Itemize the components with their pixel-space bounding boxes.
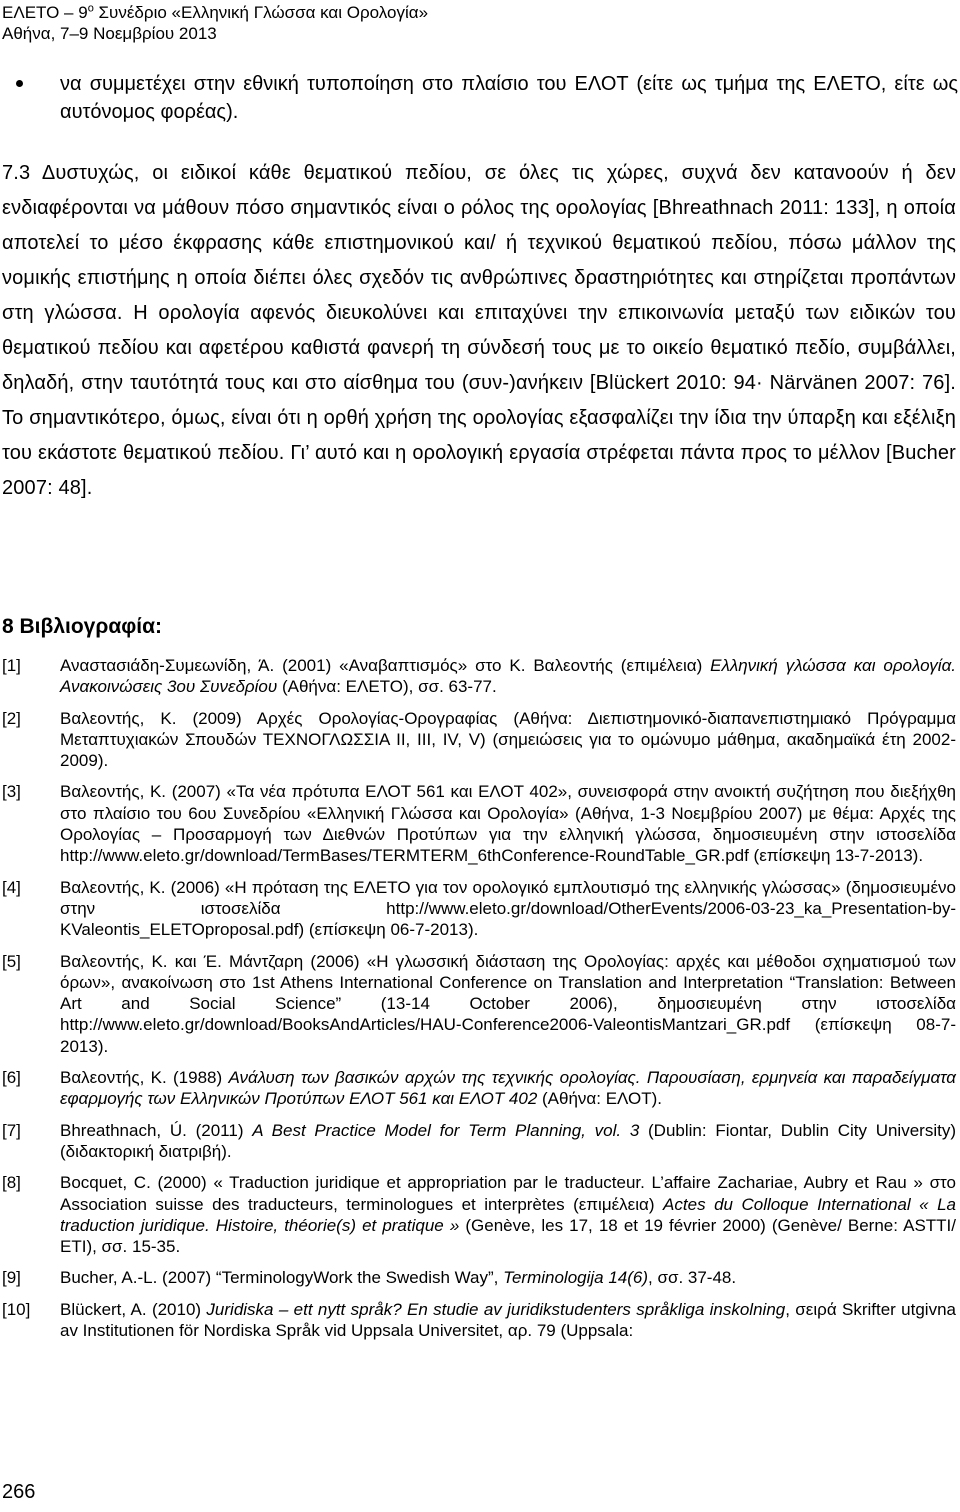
reference-number: [7] — [2, 1120, 21, 1140]
header-dates: Αθήνα, 7–9 Νοεμβρίου 2013 — [2, 24, 217, 43]
reference-text: Αναστασιάδη-Συμεωνίδη, Ά. (2001) «Αναβαπτισμός» στο Κ. Βαλεοντής (επιμέλεια) Ελληνική γλώσσα και ορολογία. Ανακοινώσεις 3ου Συνεδρίου (Αθήνα: ΕΛΕΤΟ), σσ. 63-77. — [60, 656, 956, 697]
body-paragraph: 7.3 Δυστυχώς, οι ειδικοί κάθε θεματικού πεδίου, σε όλες τις χώρες, συχνά δεν κατανοούν ή δεν ενδιαφέρονται να μάθουν πόσο σημαντικός είναι ο ρόλος της ορολογίας [Bhreathnach 2011: 133], η οποία αποτελεί το μέσο έκφρασης κάθε επιστημονικού και/ ή τεχνικού θεματικού πεδίου, πόσω μάλλον της νομικής επιστήμης η οποία διέπει όλες σχεδόν τις ανθρώπινες δραστηριότητες και στηρίζεται προπάντων στη γλώσσα. Η ορολογία αφενός διευκολύνει και επιταχύνει την επικοινωνία μεταξύ των ειδικών του θεματικού πεδίου και αφετέρου καθιστά φανερή τη σύνδεσή τους με το οικείο θεματικό πεδίο, συμβάλλει, δηλαδή, στην ταυτότητά τους και στο αίσθημα του (συν-)ανήκειν [Blückert 2010: 94· Närvänen 2007: 76]. Το σημαντικότερο, όμως, είναι ότι η ορθή χρήση της ορολογίας εξασφαλίζει την ίδια την ύπαρξη και εξέλιξη του εκάστοτε θεματικού πεδίου. Γι’ αυτό και η ορολογική εργασία στρέφεται πάντα προς το μέλλον [Bucher 2007: 48]. — [2, 162, 956, 499]
reference-number: [1] — [2, 656, 21, 675]
header-title — [2, 2, 428, 23]
running-header — [2, 2, 428, 44]
reference-text: Βαλεοντής, Κ. (2007) «Τα νέα πρότυπα ΕΛΟΤ 561 και ΕΛΟΤ 402», συνεισφορά στην ανοικτή συζήτηση που διεξήχθη στο πλαίσιο του 6ου Συνεδρίου «Ελληνική Γλώσσα και Ορολογία» (Αθήνα, 1-3 Νοεμβρίου 2007) με θέμα: Αρχές της Ορολογίας – Προσαρμογή των Διεθνών Προτύπων για την ελληνική γλώσσα, δημοσιευμένη στην ιστοσελίδα http://www.eleto.gr/download/TermBases/TERMTERM_6thConference-RoundTable_GR.pdf (επίσκεψη 13-7-2013). — [60, 782, 956, 866]
reference-text: Bhreathnach, Ú. (2011) A Best Practice Model for Term Planning, vol. 3 (Dublin: Fiontar, Dublin City University) (διδακτορική διατριβή). — [60, 1120, 956, 1161]
reference-number: [9] — [2, 1268, 21, 1288]
reference-number: [10] — [2, 1299, 31, 1319]
reference-item — [2, 1267, 956, 1288]
reference-text: Βαλεοντής, Κ. (1988) Ανάλυση των βασικών αρχών της τεχνικής ορολογίας. Παρουσίαση, ερμηνεία και παραδείγματα εφαρμογής των Ελληνικών Προτύπων ΕΛΟΤ 561 και ΕΛΟΤ 402 (Αθήνα: ΕΛΟΤ). — [60, 1068, 956, 1109]
bullet-text: να συμμετέχει στην εθνική τυποποίηση στο πλαίσιο του ΕΛΟΤ (είτε ως τμήμα της ΕΛΕΤΟ, είτε ως αυτόνομος φορέας). — [60, 73, 958, 123]
reference-item — [2, 951, 956, 1057]
header-title-pre: ΕΛΕΤΟ – 9 — [2, 3, 88, 22]
references-list — [2, 655, 956, 1351]
reference-text: Βαλεοντής, Κ. (2006) «Η πρόταση της ΕΛΕΤΟ για τον ορολογικό εμπλουτισμό της ελληνικής γλώσσας» (δημοσιευμένο στην ιστοσελίδα http://www.eleto.gr/download/OtherEvents/2006-03-23_ka_Presentation-by-KValeontis_ELETOproposal.pdf) (επίσκεψη 06-7-2013). — [60, 877, 956, 940]
reference-number: [3] — [2, 782, 21, 802]
reference-item — [2, 1299, 956, 1342]
reference-item — [2, 1120, 956, 1163]
reference-text: Blückert, A. (2010) Juridiska – ett nytt språk? En studie av juridikstudenters språkliga inskolning, σειρά Skrifter utgivna av Institutionen för Nordiska Språk vid Uppsala Universitet, αρ. 79 (Uppsala: — [60, 1299, 956, 1341]
page-number: 266 — [2, 1481, 36, 1503]
reference-item — [2, 1172, 956, 1257]
reference-number: [8] — [2, 1173, 21, 1193]
reference-item — [2, 708, 956, 772]
reference-number: [4] — [2, 877, 21, 897]
reference-item — [2, 781, 956, 866]
reference-text: Βαλεοντής, Κ. (2009) Αρχές Ορολογίας-Ορογραφίας (Αθήνα: Διεπιστημονικό-διαπανεπιστημιακό Πρόγραμμα Μεταπτυχιακών Σπουδών ΤΕΧΝΟΓΛΩΣΣΙΑ ΙΙ, ΙΙΙ, ΙV, V) (σημειώσεις για το ομώνυμο μάθημα, ακαδημαϊκά έτη 2002-2009). — [60, 708, 956, 771]
header-title-post: Συνέδριο «Ελληνική Γλώσσα και Ορολογία» — [93, 3, 429, 22]
reference-text: Bucher, A.-L. (2007) “TerminologyWork the Swedish Way”, Terminologija 14(6), σσ. 37-48. — [60, 1268, 737, 1288]
section-heading: 8 Βιβλιογραφία: — [2, 615, 163, 638]
reference-item — [2, 655, 956, 698]
reference-item — [2, 1067, 956, 1110]
header-title-sup: ο — [87, 2, 94, 15]
reference-number: [5] — [2, 951, 21, 971]
reference-text: Bocquet, C. (2000) « Traduction juridique et appropriation par le traducteur. L’affaire Zachariae, Aubry et Rau » στο Association suisse des traducteurs, terminologues et interprètes (επιμέλεια) Actes du Colloque International « La traduction juridique. Histoire, théorie(s) et pratique » (Genève, les 17, 18 et 19 février 2000) (Genève/ Berne: ASTTI/ ETI), σσ. 15-35. — [60, 1173, 957, 1257]
bullet-dot-icon — [16, 80, 23, 87]
reference-number: [6] — [2, 1068, 21, 1088]
reference-item — [2, 877, 956, 941]
reference-text: Βαλεοντής, Κ. και Έ. Μάντζαρη (2006) «Η γλωσσική διάσταση της Ορολογίας: αρχές και μέθοδοι σχηματισμού των όρων», ανακοίνωση στο 1st Athens International Conference on Translation and Interpretation “Translation: Between Art and Social Science” (13-14 October 2006), δημοσιευμένη στην ιστοσελίδα http://www.eleto.gr/download/BooksAndArticles/HAU-Conference2006-ValeontisMantzari_GR.pdf (επίσκεψη 08-7-2013). — [60, 951, 956, 1056]
reference-number: [2] — [2, 708, 21, 728]
bullet-item — [8, 70, 958, 126]
